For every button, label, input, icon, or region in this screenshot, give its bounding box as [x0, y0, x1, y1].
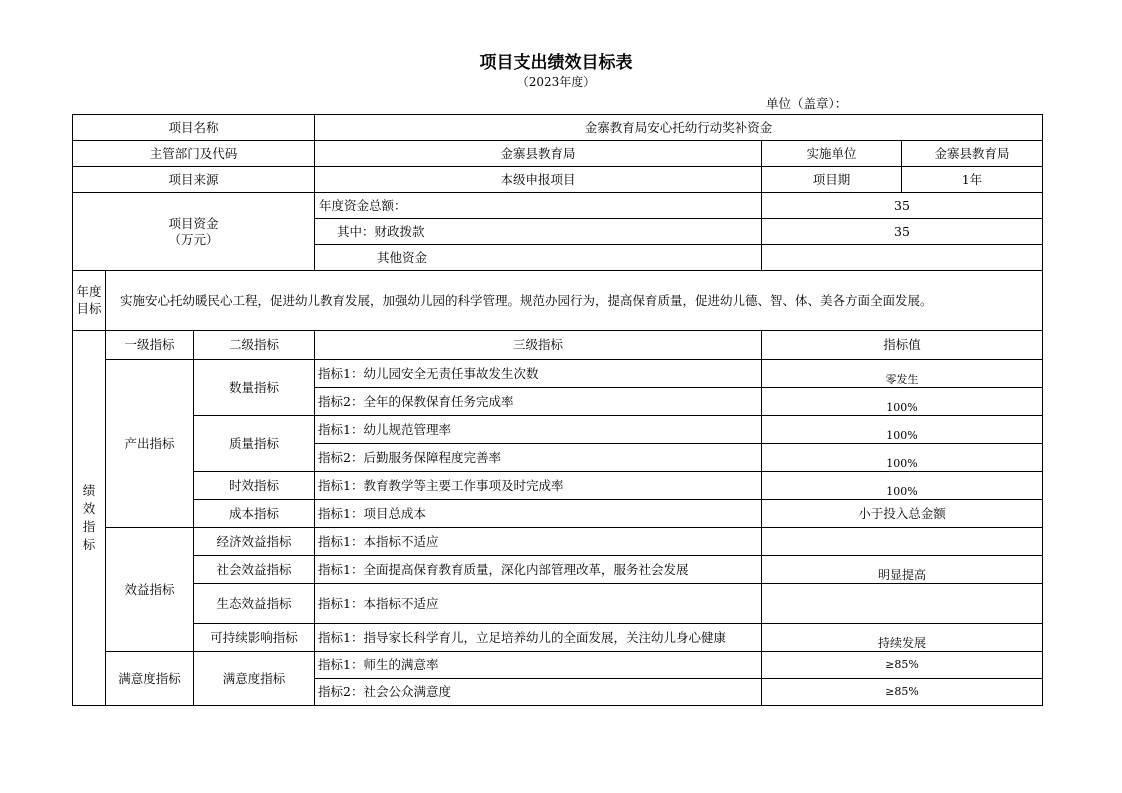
ecological-benefit-value — [762, 584, 1043, 624]
funds-total-label: 年度资金总额： — [315, 193, 762, 219]
impl-unit-label: 实施单位 — [762, 141, 902, 167]
project-name-label: 项目名称 — [73, 115, 315, 141]
funds-label — [73, 193, 315, 271]
dept-label: 主管部门及代码 — [73, 141, 315, 167]
performance-indicators-label — [73, 331, 106, 706]
social-benefit-indicator-1: 指标1：全面提高保育教育质量，深化内部管理改革，服务社会发展 — [315, 556, 762, 584]
timeliness-indicator-1-value: 100% — [762, 472, 1043, 500]
unit-seal-label: 单位（盖章）： — [766, 96, 848, 111]
cost-indicators-label: 成本指标 — [194, 500, 315, 528]
economic-benefit-indicator-1: 指标1：本指标不适应 — [315, 528, 762, 556]
row-department — [73, 141, 1043, 167]
row-source — [73, 167, 1043, 193]
row-funds-total — [73, 193, 1043, 219]
table-row — [73, 416, 1043, 444]
annual-goal-label — [73, 271, 106, 331]
sustainable-impact-label: 可持续影响指标 — [194, 624, 315, 652]
funds-fiscal-label: 其中：财政拨款 — [315, 219, 762, 245]
funds-total-value: 35 — [762, 193, 1043, 219]
table-row — [73, 584, 1043, 624]
table-row — [73, 360, 1043, 388]
economic-benefit-value — [762, 528, 1043, 556]
table-row — [73, 556, 1043, 584]
funds-label-line1: 项目资金 — [168, 215, 219, 231]
performance-indicators-label-text: 绩效指标 — [82, 482, 96, 553]
document-subtitle-year: （2023年度） — [516, 75, 596, 89]
quantity-indicator-1-value: 零发生 — [762, 360, 1043, 388]
table-row — [73, 528, 1043, 556]
ecological-benefit-label: 生态效益指标 — [194, 584, 315, 624]
header-level1: 一级指标 — [106, 331, 194, 360]
quantity-indicators-label: 数量指标 — [194, 360, 315, 416]
social-benefit-value: 明显提高 — [762, 556, 1043, 584]
dept-value: 金寨县教育局 — [315, 141, 762, 167]
quantity-indicator-1: 指标1：幼儿园安全无责任事故发生次数 — [315, 360, 762, 388]
satisfaction-indicator-2: 指标2：社会公众满意度 — [315, 679, 762, 706]
document-title: 项目支出绩效目标表 — [479, 53, 633, 73]
timeliness-indicators-label: 时效指标 — [194, 472, 315, 500]
table-row — [73, 472, 1043, 500]
satisfaction-indicators-label: 满意度指标 — [106, 652, 194, 706]
sustainable-impact-indicator-1: 指标1：指导家长科学育儿，立足培养幼儿的全面发展，关注幼儿身心健康 — [315, 624, 762, 652]
satisfaction-indicator-1: 指标1：师生的满意率 — [315, 652, 762, 679]
funds-label-line2: （万元） — [168, 231, 219, 247]
period-value: 1年 — [902, 167, 1043, 193]
satisfaction-indicator-2-value: ≥85% — [762, 679, 1043, 706]
quality-indicator-1: 指标1：幼儿规范管理率 — [315, 416, 762, 444]
satisfaction-indicator-1-value: ≥85% — [762, 652, 1043, 679]
table-row — [73, 624, 1043, 652]
quality-indicator-2-value: 100% — [762, 444, 1043, 472]
social-benefit-label: 社会效益指标 — [194, 556, 315, 584]
header-level3: 三级指标 — [315, 331, 762, 360]
timeliness-indicator-1: 指标1：教育教学等主要工作事项及时完成率 — [315, 472, 762, 500]
annual-goal-text: 实施安心托幼暖民心工程，促进幼儿教育发展，加强幼儿园的科学管理。规范办园行为，提高保育质量，促进幼儿德、智、体、美各方面全面发展。 — [106, 271, 1043, 331]
impl-unit-value: 金寨县教育局 — [902, 141, 1043, 167]
row-project-name — [73, 115, 1043, 141]
sustainable-impact-value: 持续发展 — [762, 624, 1043, 652]
funds-fiscal-value: 35 — [762, 219, 1043, 245]
funds-other-value — [762, 245, 1043, 271]
cost-indicator-1-value: 小于投入总金额 — [762, 500, 1043, 528]
header-level2: 二级指标 — [194, 331, 315, 360]
ecological-benefit-indicator-1: 指标1：本指标不适应 — [315, 584, 762, 624]
row-annual-goal — [73, 271, 1043, 331]
project-name-value: 金寨教育局安心托幼行动奖补资金 — [315, 115, 1043, 141]
quality-indicators-label: 质量指标 — [194, 416, 315, 472]
period-label: 项目期 — [762, 167, 902, 193]
quality-indicator-1-value: 100% — [762, 416, 1043, 444]
quantity-indicator-2: 指标2：全年的保教保育任务完成率 — [315, 388, 762, 416]
header-value: 指标值 — [762, 331, 1043, 360]
funds-other-label: 其他资金 — [315, 245, 762, 271]
cost-indicator-1: 指标1：项目总成本 — [315, 500, 762, 528]
benefit-indicators-label: 效益指标 — [106, 528, 194, 652]
economic-benefit-label: 经济效益指标 — [194, 528, 315, 556]
row-indicator-headers — [73, 331, 1043, 360]
annual-goal-label-text: 年度目标 — [76, 284, 102, 316]
satisfaction-sub-label: 满意度指标 — [194, 652, 315, 706]
source-label: 项目来源 — [73, 167, 315, 193]
quality-indicator-2: 指标2：后勤服务保障程度完善率 — [315, 444, 762, 472]
performance-target-table — [72, 114, 1043, 706]
table-row — [73, 652, 1043, 679]
output-indicators-label: 产出指标 — [106, 360, 194, 528]
source-value: 本级申报项目 — [315, 167, 762, 193]
table-row — [73, 500, 1043, 528]
quantity-indicator-2-value: 100% — [762, 388, 1043, 416]
